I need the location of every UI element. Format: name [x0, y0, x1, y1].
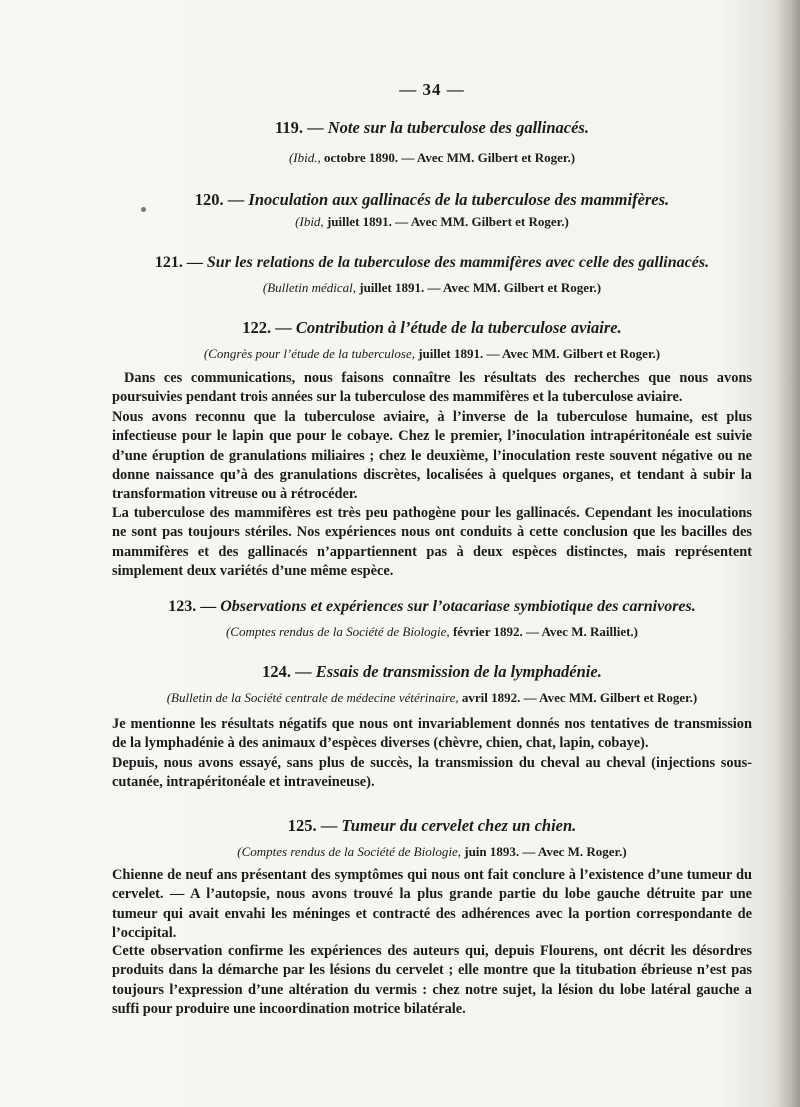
reference-details: février 1892. — Avec M. Railliet.) [452, 624, 639, 639]
reference-source: (Comptes rendus de la Société de Biologie, [225, 624, 450, 639]
reference-details: juin 1893. — Avec M. Roger.) [464, 844, 627, 859]
page-edge-shadow [776, 0, 800, 1107]
entry-number: 121. — [154, 254, 203, 271]
entry-title-text: Essais de transmission de la lymphadénie. [315, 662, 602, 681]
reference-source: (Congrès pour l’étude de la tuberculose, [203, 346, 415, 361]
paragraph-124-2: Depuis, nous avons essayé, sans plus de succès, la transmission du cheval au cheval (injections sous-cutanée, intrapéritonéale et intraveineuse). [112, 755, 752, 791]
entry-125-reference [112, 844, 752, 860]
reference-details: juillet 1891. — Avec MM. Gilbert et Roger.) [326, 214, 569, 229]
entry-number: 125. — [287, 816, 338, 835]
entry-title-text: Observations et expériences sur l’otacariase symbiotique des carnivores. [220, 598, 696, 615]
reference-source: (Bulletin de la Société centrale de médecine vétérinaire, [166, 690, 459, 705]
reference-details: juillet 1891. — Avec MM. Gilbert et Roger.) [418, 346, 661, 361]
entry-121-title [112, 254, 752, 272]
reference-source: (Ibid., [288, 150, 321, 165]
paragraph-125-2: Cette observation confirme les expériences des auteurs qui, depuis Flourens, ont décrit les désordres produits dans la démarche par les lésions du cervelet ; elle montre que la titubation ébrieuse n’est pas toujours l’expression d’une altération du vermis : chez notre sujet, la lésion du lobe latéral gauche a suffi pour produire une incoordination motrice bilatérale. [112, 943, 752, 1017]
entry-number: 122. — [242, 318, 292, 337]
entry-number: 123. — [168, 598, 217, 615]
paragraph-122-3: La tuberculose des mammifères est très peu pathogène pour les gallinacés. Cependant les inoculations ne sont pas toujours stériles. Nos expériences nous ont conduits à cette conclusion que les bacilles des mammifères et des gallinacés n’appartiennent pas à deux espèces distinctes, mais représentent simplement deux variétés d’une même espèce. [112, 505, 752, 579]
entry-121-reference [112, 280, 752, 296]
entry-title-text: Tumeur du cervelet chez un chien. [341, 816, 577, 835]
entry-120-title [112, 190, 752, 210]
entry-124-title [112, 662, 752, 682]
paragraph-125-1: Chienne de neuf ans présentant des symptômes qui nous ont fait conclure à l’existence d’une tumeur du cervelet. — A l’autopsie, nous avons trouvé la plus grande partie du lobe gauche détruite par une tumeur qui avait envahi les méninges et contracté des adhérences avec la portion correspondante de l’occipital. [112, 867, 752, 941]
entry-125-title [112, 816, 752, 836]
entry-119-title [112, 118, 752, 138]
entry-122-reference [112, 346, 752, 362]
entry-title-text: Sur les relations de la tuberculose des mammifères avec celle des gallinacés. [206, 254, 710, 271]
paragraph-124-1: Je mentionne les résultats négatifs que nous ont invariablement donnés nos tentatives de transmission de la lymphadénie à des animaux d’espèces diverses (chèvre, chien, chat, lapin, cobaye). [112, 716, 752, 752]
entry-number: 120. — [194, 190, 245, 209]
reference-source: (Comptes rendus de la Société de Biologie, [237, 844, 461, 859]
entry-120-reference [112, 214, 752, 230]
entry-title-text: Contribution à l’étude de la tuberculose aviaire. [295, 318, 622, 337]
reference-source: (Ibid, [295, 214, 324, 229]
entry-number: 119. — [275, 118, 324, 137]
entry-number: 124. — [262, 662, 312, 681]
reference-details: octobre 1890. — Avec MM. Gilbert et Roger.) [324, 150, 576, 165]
paragraph-122-2: Nous avons reconnu que la tuberculose aviaire, à l’inverse de la tuberculose humaine, est plus infectieuse pour le lapin que pour le cobaye. Chez le premier, l’inoculation intrapéritonéale est suivie d’une éruption de granulations miliaires ; chez le deuxième, l’inoculation reste souvent négative ou ne donne naissance qu’à des granulations discrètes, localisées à quelques organes, et tendant à subir la transformation vitreuse ou à rétrocéder. [112, 409, 752, 503]
entry-119-reference [112, 150, 752, 166]
reference-details: juillet 1891. — Avec MM. Gilbert et Roger.) [359, 280, 602, 295]
entry-title-text: Note sur la tuberculose des gallinacés. [327, 118, 589, 137]
entry-123-reference [112, 624, 752, 640]
paragraph-122-1: Dans ces communications, nous faisons connaître les résultats des recherches que nous avons poursuivies pendant trois années sur la tuberculose des mammifères et la tuberculose aviaire. [112, 370, 752, 406]
reference-source: (Bulletin médical, [262, 280, 356, 295]
entry-124-reference [112, 690, 752, 706]
reference-details: avril 1892. — Avec MM. Gilbert et Roger.) [461, 690, 698, 705]
entry-122-title [112, 318, 752, 338]
entry-123-title [112, 598, 752, 616]
page-number: — 34 — [399, 80, 465, 99]
entry-title-text: Inoculation aux gallinacés de la tuberculose des mammifères. [248, 190, 670, 209]
